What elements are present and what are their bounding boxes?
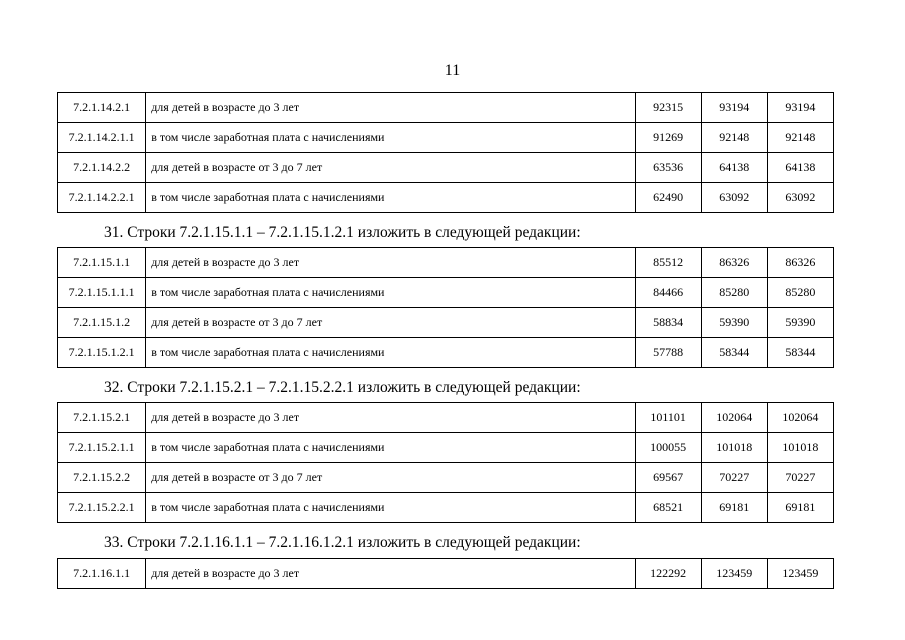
row-value-3: 102064 [767, 403, 833, 433]
table-row [58, 338, 834, 368]
table-row [58, 248, 834, 278]
row-value-2: 92148 [701, 123, 767, 153]
section-caption: 33. Строки 7.2.1.16.1.1 – 7.2.1.16.1.2.1 изложить в следующей редакции: [104, 534, 581, 551]
table-row [58, 559, 834, 589]
row-description: для детей в возрасте от 3 до 7 лет [146, 153, 635, 183]
row-value-2: 64138 [701, 153, 767, 183]
row-description: для детей в возрасте от 3 до 7 лет [146, 463, 635, 493]
row-value-3: 63092 [767, 183, 833, 213]
row-description: в том числе заработная плата с начислениями [146, 493, 635, 523]
section-caption: 31. Строки 7.2.1.15.1.1 – 7.2.1.15.1.2.1 изложить в следующей редакции: [104, 224, 581, 241]
row-value-1: 101101 [635, 403, 701, 433]
section-caption: 32. Строки 7.2.1.15.2.1 – 7.2.1.15.2.2.1 изложить в следующей редакции: [104, 379, 581, 396]
table-section-32 [57, 402, 834, 523]
row-value-2: 93194 [701, 93, 767, 123]
row-description: в том числе заработная плата с начислениями [146, 433, 635, 463]
row-value-1: 91269 [635, 123, 701, 153]
row-code: 7.2.1.15.1.1 [58, 248, 146, 278]
row-code: 7.2.1.15.1.1.1 [58, 278, 146, 308]
row-value-3: 101018 [767, 433, 833, 463]
table-row [58, 463, 834, 493]
row-description: для детей в возрасте до 3 лет [146, 403, 635, 433]
table-section-0 [57, 92, 834, 213]
row-code: 7.2.1.15.1.2.1 [58, 338, 146, 368]
row-value-3: 58344 [767, 338, 833, 368]
table-section-33 [57, 558, 834, 589]
row-value-2: 101018 [701, 433, 767, 463]
row-value-2: 63092 [701, 183, 767, 213]
row-value-1: 85512 [635, 248, 701, 278]
row-value-3: 70227 [767, 463, 833, 493]
row-value-1: 92315 [635, 93, 701, 123]
row-value-2: 123459 [701, 559, 767, 589]
table-section-31 [57, 247, 834, 368]
row-description: для детей в возрасте до 3 лет [146, 93, 635, 123]
row-code: 7.2.1.15.2.2 [58, 463, 146, 493]
row-code: 7.2.1.15.1.2 [58, 308, 146, 338]
row-value-2: 70227 [701, 463, 767, 493]
row-value-1: 57788 [635, 338, 701, 368]
row-value-3: 85280 [767, 278, 833, 308]
row-code: 7.2.1.14.2.1 [58, 93, 146, 123]
row-value-2: 69181 [701, 493, 767, 523]
row-description: в том числе заработная плата с начислениями [146, 278, 635, 308]
table-row [58, 123, 834, 153]
row-code: 7.2.1.14.2.1.1 [58, 123, 146, 153]
row-value-3: 69181 [767, 493, 833, 523]
table-row [58, 308, 834, 338]
row-value-1: 68521 [635, 493, 701, 523]
row-code: 7.2.1.15.2.1 [58, 403, 146, 433]
row-value-1: 122292 [635, 559, 701, 589]
row-value-1: 63536 [635, 153, 701, 183]
row-description: для детей в возрасте от 3 до 7 лет [146, 308, 635, 338]
table-row [58, 493, 834, 523]
row-value-3: 64138 [767, 153, 833, 183]
row-code: 7.2.1.15.2.2.1 [58, 493, 146, 523]
row-code: 7.2.1.14.2.2 [58, 153, 146, 183]
row-value-2: 59390 [701, 308, 767, 338]
table-row [58, 433, 834, 463]
row-value-3: 59390 [767, 308, 833, 338]
row-value-1: 84466 [635, 278, 701, 308]
row-description: для детей в возрасте до 3 лет [146, 248, 635, 278]
table-row [58, 153, 834, 183]
table-row [58, 403, 834, 433]
row-value-2: 102064 [701, 403, 767, 433]
row-code: 7.2.1.14.2.2.1 [58, 183, 146, 213]
row-description: в том числе заработная плата с начислениями [146, 183, 635, 213]
row-value-2: 58344 [701, 338, 767, 368]
row-value-2: 85280 [701, 278, 767, 308]
row-value-1: 100055 [635, 433, 701, 463]
row-description: в том числе заработная плата с начислениями [146, 123, 635, 153]
row-value-3: 93194 [767, 93, 833, 123]
page-number: 11 [444, 62, 461, 79]
row-description: в том числе заработная плата с начислениями [146, 338, 635, 368]
row-value-1: 62490 [635, 183, 701, 213]
table-row [58, 278, 834, 308]
row-code: 7.2.1.16.1.1 [58, 559, 146, 589]
table-row [58, 183, 834, 213]
row-value-1: 69567 [635, 463, 701, 493]
row-code: 7.2.1.15.2.1.1 [58, 433, 146, 463]
row-value-1: 58834 [635, 308, 701, 338]
row-value-2: 86326 [701, 248, 767, 278]
row-value-3: 92148 [767, 123, 833, 153]
row-value-3: 86326 [767, 248, 833, 278]
row-value-3: 123459 [767, 559, 833, 589]
table-row [58, 93, 834, 123]
row-description: для детей в возрасте до 3 лет [146, 559, 635, 589]
